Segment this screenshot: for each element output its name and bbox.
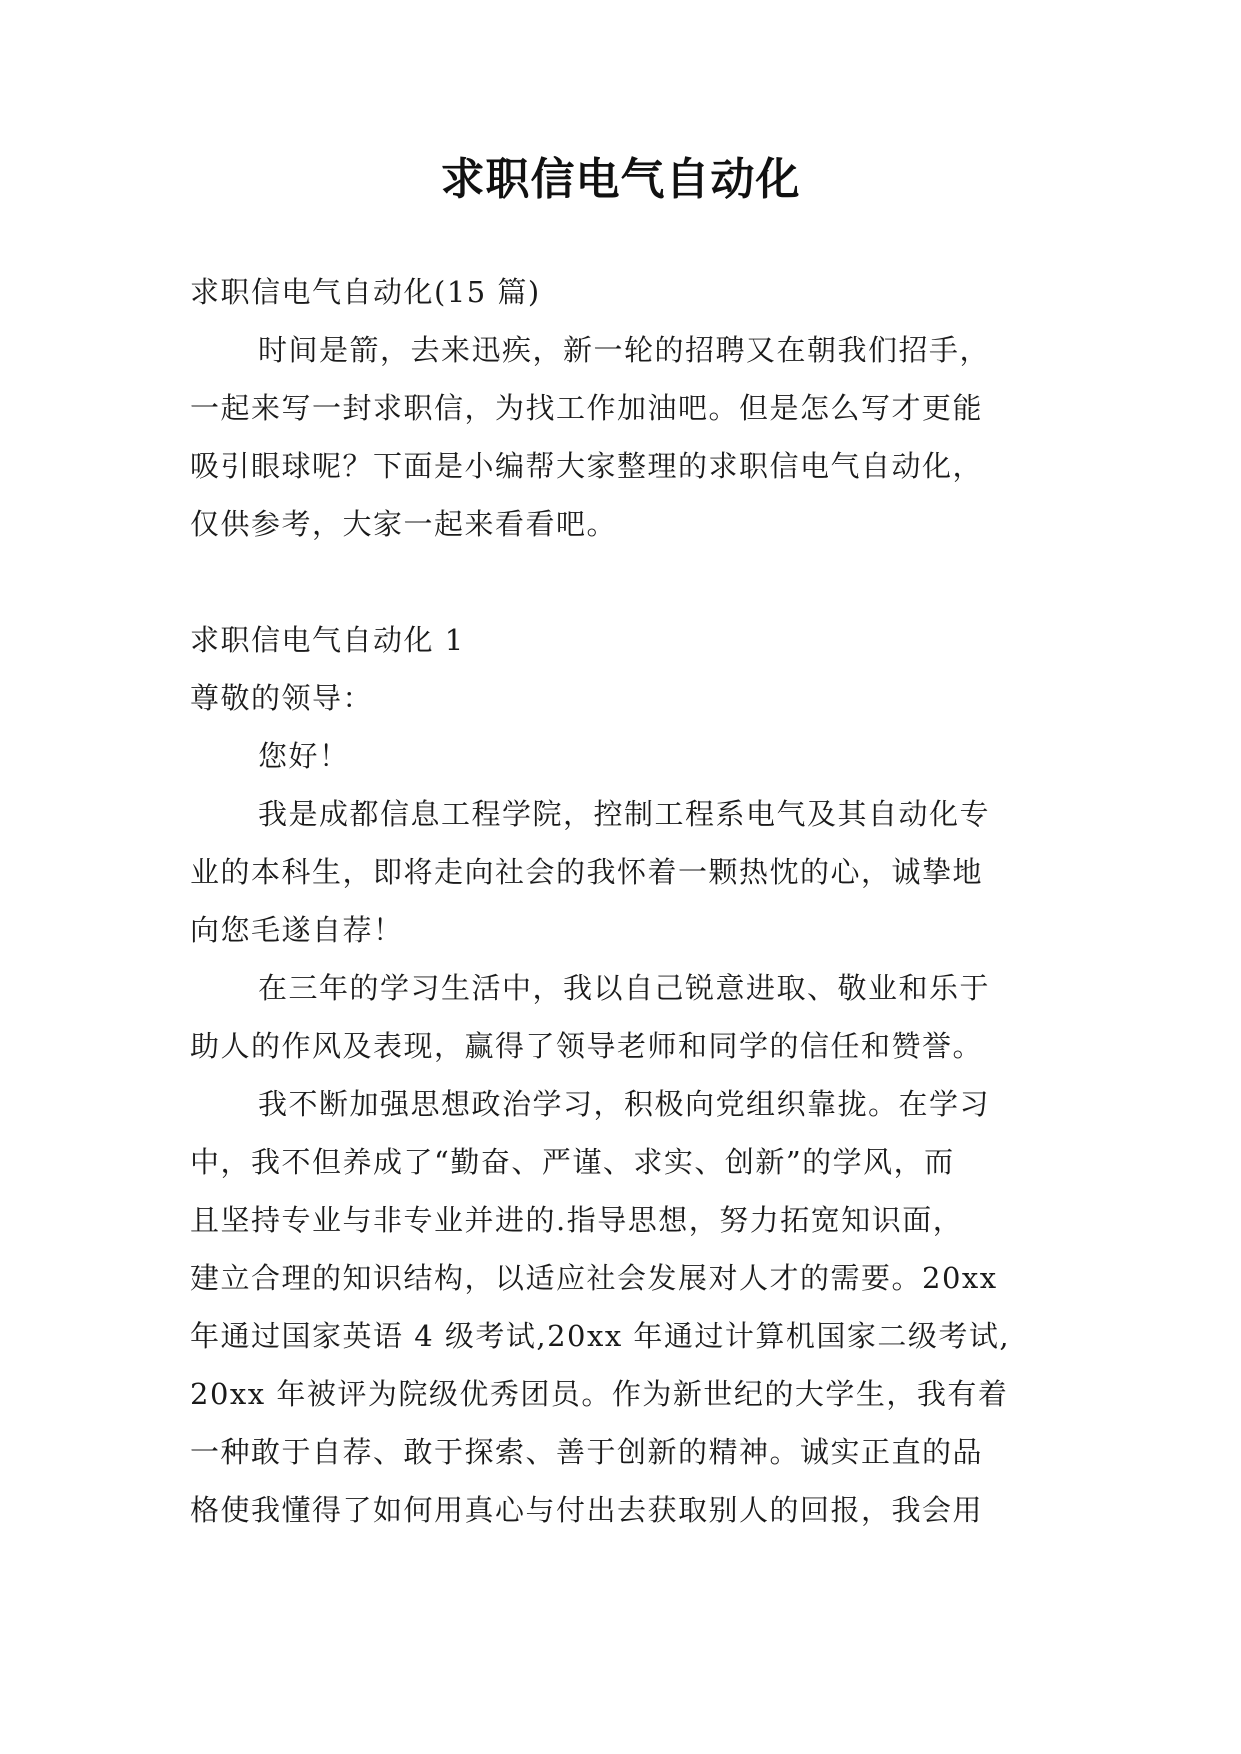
paragraph-line: 20xx 年被评为院级优秀团员。作为新世纪的大学生，我有着: [190, 1377, 1009, 1411]
paragraph-line: 年通过国家英语 4 级考试,20xx 年通过计算机国家二级考试,: [190, 1319, 1011, 1353]
paragraph-line: 我不断加强思想政治学习，积极向党组织靠拢。在学习: [258, 1087, 991, 1121]
paragraph-line: 建立合理的知识结构，以适应社会发展对人才的需要。20xx: [190, 1261, 998, 1295]
paragraph-line: 业的本科生，即将走向社会的我怀着一颗热忱的心，诚挚地: [190, 855, 984, 889]
paragraph-line: 在三年的学习生活中，我以自己锐意进取、敬业和乐于: [258, 971, 991, 1005]
paragraph-line: 仅供参考，大家一起来看看吧。: [190, 507, 618, 541]
paragraph-line: 一起来写一封求职信，为找工作加油吧。但是怎么写才更能: [190, 391, 984, 425]
paragraph-line: 向您毛遂自荐！: [190, 913, 404, 947]
paragraph-gap: [190, 553, 1060, 611]
salutation: 尊敬的领导：: [190, 681, 374, 715]
subtitle-line: 求职信电气自动化(15 篇): [190, 275, 541, 309]
greeting: 您好！: [258, 739, 350, 773]
paragraph-line: 中，我不但养成了“勤奋、严谨、求实、创新”的学风，而: [190, 1145, 955, 1179]
paragraph-line: 且坚持专业与非专业并进的.指导思想，努力拓宽知识面，: [190, 1203, 964, 1237]
document-body: [190, 263, 1060, 1539]
paragraph-line: 吸引眼球呢？下面是小编帮大家整理的求职信电气自动化，: [190, 449, 984, 483]
document-title: 求职信电气自动化: [440, 154, 801, 205]
paragraph-line: 格使我懂得了如何用真心与付出去获取别人的回报，我会用: [190, 1493, 984, 1527]
paragraph-line: 一种敢于自荐、敢于探索、善于创新的精神。诚实正直的品: [190, 1435, 984, 1469]
paragraph-line: 助人的作风及表现，赢得了领导老师和同学的信任和赞誉。: [190, 1029, 984, 1063]
paragraph-line: 我是成都信息工程学院，控制工程系电气及其自动化专: [258, 797, 991, 831]
paragraph-line: 时间是箭，去来迅疾，新一轮的招聘又在朝我们招手，: [258, 333, 991, 367]
section-heading: 求职信电气自动化 1: [190, 623, 465, 657]
